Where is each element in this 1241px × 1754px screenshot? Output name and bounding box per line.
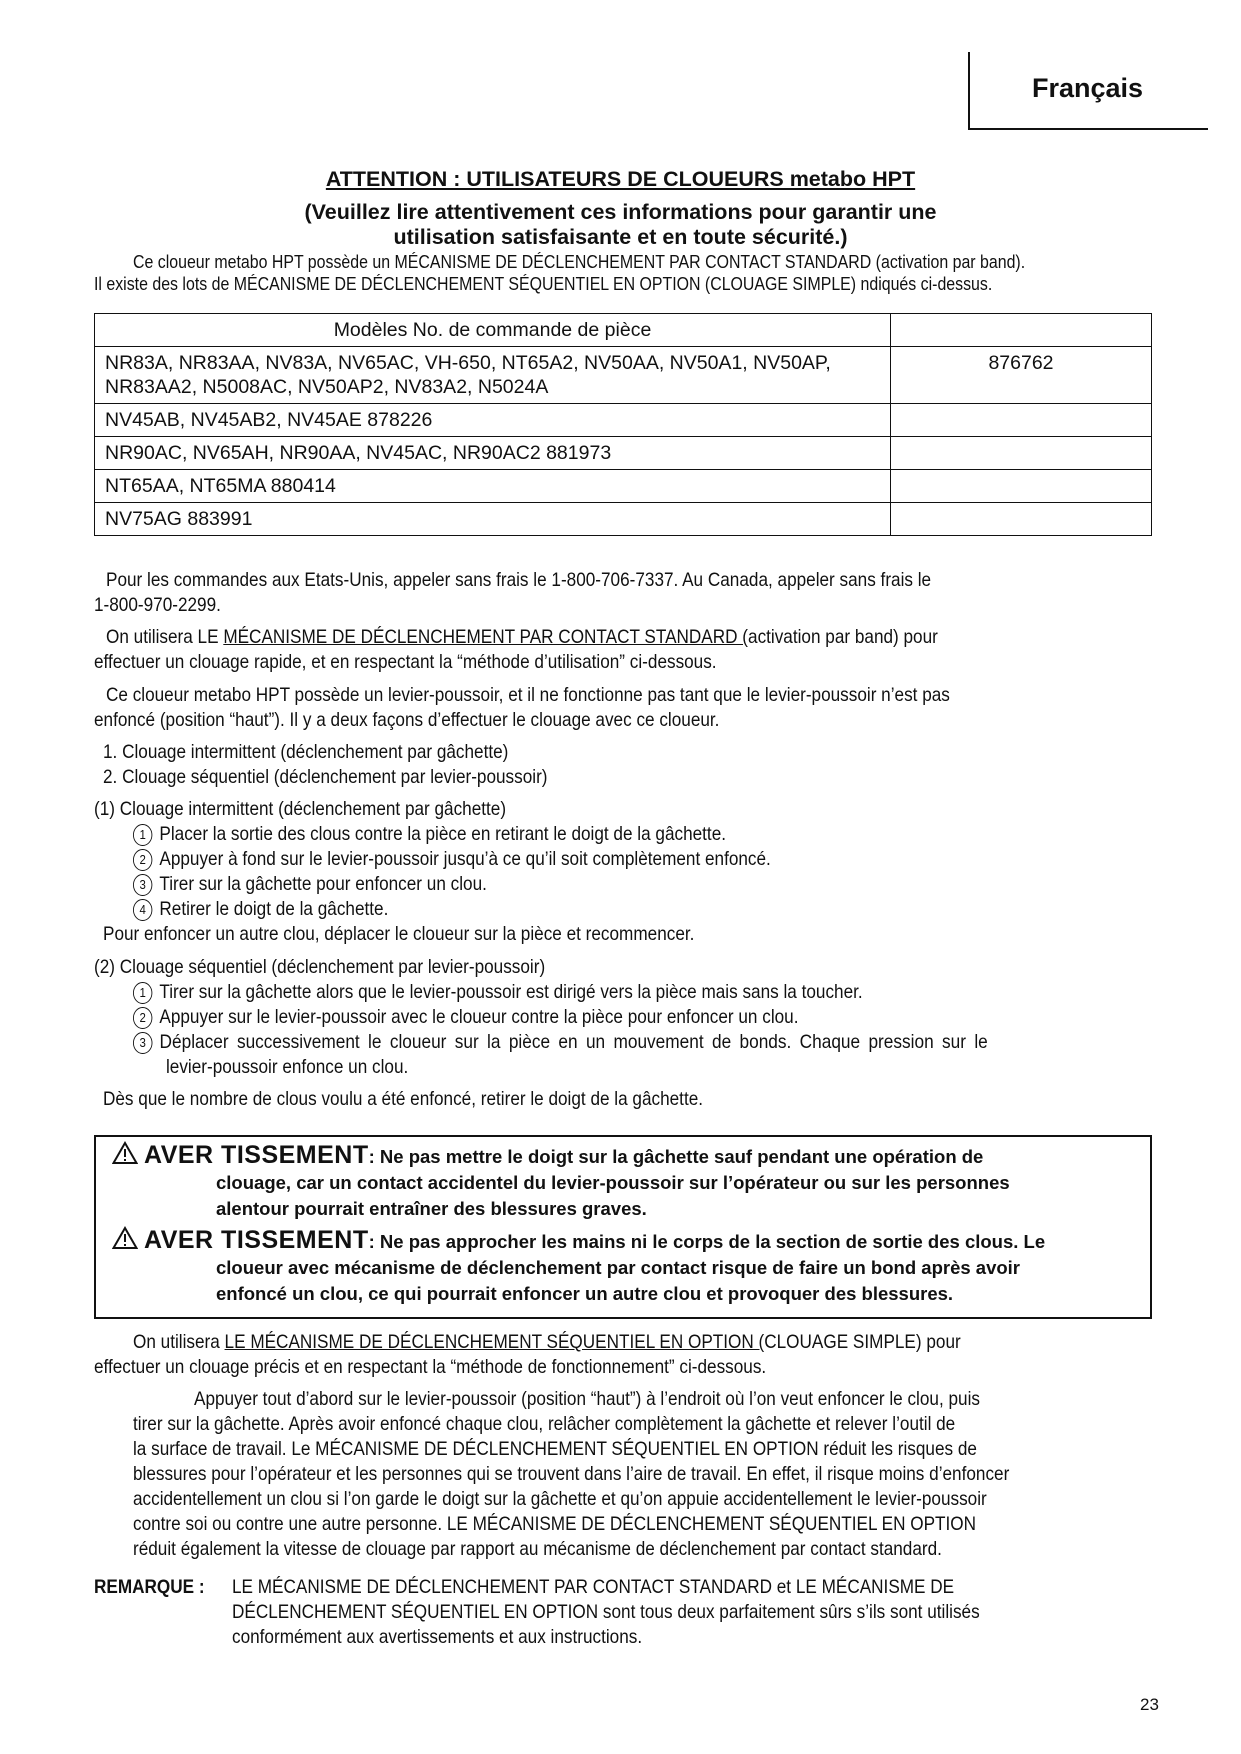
subtitle: (Veuillez lire attentivement ces informations pour garantir une utilisation satisfaisante et en toute sécurité.) <box>304 200 937 249</box>
step-item: 2 Appuyer à fond sur le levier-poussoir jusqu’à ce qu’il soit complètement enfoncé. <box>133 847 771 872</box>
procedure-line: blessures pour l’opérateur et les personnes qui se trouvent dans l’aire de travail. En effet, il risque moins d’enfoncer <box>133 1463 1010 1485</box>
step-item: 4 Retirer le doigt de la gâchette. <box>133 897 388 922</box>
step-number: 1 <box>133 982 152 1004</box>
method-item: 2. Clouage séquentiel (déclenchement par levier-poussoir) <box>103 766 548 788</box>
table-header-cell-empty <box>891 314 1152 347</box>
remark-line: conformément aux avertissements et aux instructions. <box>232 1626 643 1648</box>
part-cell <box>891 404 1152 437</box>
step-item: 2 Appuyer sur le levier-poussoir avec le cloueur contre la pièce pour enfoncer un clou. <box>133 1005 798 1030</box>
models-cell: NR90AC, NV65AH, NR90AA, NV45AC, NR90AC2 881973 <box>95 437 891 470</box>
procedure-line: la surface de travail. Le MÉCANISME DE DÉCLENCHEMENT SÉQUENTIEL EN OPTION réduit les risques de <box>133 1438 977 1460</box>
section-2-after: Dès que le nombre de clous voulu a été enfoncé, retirer le doigt de la gâchette. <box>103 1088 704 1110</box>
models-cell: NT65AA, NT65MA 880414 <box>95 470 891 503</box>
procedure-line: tirer sur la gâchette. Après avoir enfoncé chaque clou, relâcher complètement la gâchette et relever l’outil de <box>133 1413 956 1435</box>
intro-line-1: Ce cloueur metabo HPT possède un MÉCANISME DE DÉCLENCHEMENT PAR CONTACT STANDARD (activation par band). <box>133 251 1026 272</box>
part-cell <box>891 437 1152 470</box>
contact-line-1: On utilisera LE MÉCANISME DE DÉCLENCHEMENT PAR CONTACT STANDARD (activation par band) pour <box>106 626 938 648</box>
method-item: 1. Clouage intermittent (déclenchement par gâchette) <box>103 741 509 763</box>
step-number: 3 <box>133 1032 152 1054</box>
warning-2: AVER TISSEMENT: Ne pas approcher les mains ni le corps de la section de sortie des clous. Le cloueur avec mécanisme de déclenchement par contact risque de faire un bond après avoir enfoncé un clou, ce qui pourrait enfoncer un autre clou et provoquer des blessures. <box>112 1226 1045 1307</box>
table-row <box>95 404 1152 437</box>
warning-triangle-icon <box>112 1226 138 1250</box>
orders-line-1: Pour les commandes aux Etats-Unis, appeler sans frais le 1-800-706-7337. Au Canada, appeler sans frais le <box>106 569 932 591</box>
models-table <box>94 313 1152 536</box>
remark-line: DÉCLENCHEMENT SÉQUENTIEL EN OPTION sont tous deux parfaitement sûrs s’ils sont utilisés <box>232 1601 980 1623</box>
section-1-heading: (1) Clouage intermittent (déclenchement par gâchette) <box>94 798 507 820</box>
warning-triangle-icon <box>112 1141 138 1165</box>
step-number: 4 <box>133 899 152 921</box>
step-number: 2 <box>133 1007 152 1029</box>
sequential-line-2: effectuer un clouage précis et en respectant la “méthode de fonctionnement” ci-dessous. <box>94 1356 767 1378</box>
lever-line-1: Ce cloueur metabo HPT possède un levier-poussoir, et il ne fonctionne pas tant que le levier-poussoir n’est pas <box>106 684 950 706</box>
page-number: 23 <box>1140 1695 1159 1714</box>
table-row <box>95 347 1152 404</box>
models-cell: NR83A, NR83AA, NV83A, NV65AC, VH-650, NT65A2, NV50AA, NV50A1, NV50AP, NR83AA2, N5008AC, NV50AP2, NV83A2, N5024A <box>95 347 891 404</box>
section-1-after: Pour enfoncer un autre clou, déplacer le cloueur sur la pièce et recommencer. <box>103 923 695 945</box>
step-number: 1 <box>133 824 152 846</box>
contact-line-2: effectuer un clouage rapide, et en respectant la “méthode d’utilisation” ci-dessous. <box>94 651 717 673</box>
orders-line-2: 1-800-970-2299. <box>94 594 221 616</box>
procedure-line: contre soi ou contre une autre personne. LE MÉCANISME DE DÉCLENCHEMENT SÉQUENTIEL EN OPTION <box>133 1513 977 1535</box>
warning-1: AVER TISSEMENT: Ne pas mettre le doigt sur la gâchette sauf pendant une opération de clouage, car un contact accidentel du levier-poussoir sur l’opérateur ou sur les personnes alentour pourrait entraîner des blessures graves. <box>112 1141 1010 1222</box>
page-title: ATTENTION : UTILISATEURS DE CLOUEURS metabo HPT <box>325 167 916 191</box>
procedure-line: réduit également la vitesse de clouage par rapport au mécanisme de déclenchement par contact standard. <box>133 1538 942 1560</box>
table-row <box>95 470 1152 503</box>
part-cell <box>891 503 1152 536</box>
section-2-heading: (2) Clouage séquentiel (déclenchement par levier-poussoir) <box>94 956 546 978</box>
table-header-cell: Modèles No. de commande de pièce <box>95 314 891 347</box>
step-item: 1 Tirer sur la gâchette alors que le levier-poussoir est dirigé vers la pièce mais sans la toucher. <box>133 980 863 1005</box>
part-cell <box>891 470 1152 503</box>
step-item: 1 Placer la sortie des clous contre la pièce en retirant le doigt de la gâchette. <box>133 822 726 847</box>
procedure-line: Appuyer tout d’abord sur le levier-poussoir (position “haut”) à l’endroit où l’on veut enfoncer le clou, puis <box>194 1388 980 1410</box>
step-number: 2 <box>133 849 152 871</box>
models-cell: NV45AB, NV45AB2, NV45AE 878226 <box>95 404 891 437</box>
part-cell: 876762 <box>891 347 1152 404</box>
step-item: 3 Tirer sur la gâchette pour enfoncer un clou. <box>133 872 487 897</box>
language-label: Français <box>1032 73 1144 103</box>
intro-line-2: Il existe des lots de MÉCANISME DE DÉCLENCHEMENT SÉQUENTIEL EN OPTION (CLOUAGE SIMPLE) ndiqués ci-dessus. <box>94 273 993 294</box>
remark-label: REMARQUE : <box>94 1576 205 1598</box>
table-header-row <box>95 314 1152 347</box>
sequential-line-1: On utilisera LE MÉCANISME DE DÉCLENCHEMENT SÉQUENTIEL EN OPTION (CLOUAGE SIMPLE) pour <box>133 1331 961 1353</box>
table-row <box>95 437 1152 470</box>
step-continuation: levier-poussoir enfonce un clou. <box>166 1056 409 1078</box>
step-item: 3 Déplacer successivement le cloueur sur la pièce en un mouvement de bonds. Chaque pression sur le <box>133 1030 988 1055</box>
table-row <box>95 503 1152 536</box>
models-cell: NV75AG 883991 <box>95 503 891 536</box>
step-number: 3 <box>133 874 152 896</box>
lever-line-2: enfoncé (position “haut”). Il y a deux façons d’effectuer le clouage avec ce cloueur. <box>94 709 720 731</box>
procedure-line: accidentellement un clou si l’on garde le doigt sur la gâchette et qu’on appuie accidentellement le levier-poussoir <box>133 1488 987 1510</box>
remark-line: LE MÉCANISME DE DÉCLENCHEMENT PAR CONTACT STANDARD et LE MÉCANISME DE <box>232 1576 955 1598</box>
